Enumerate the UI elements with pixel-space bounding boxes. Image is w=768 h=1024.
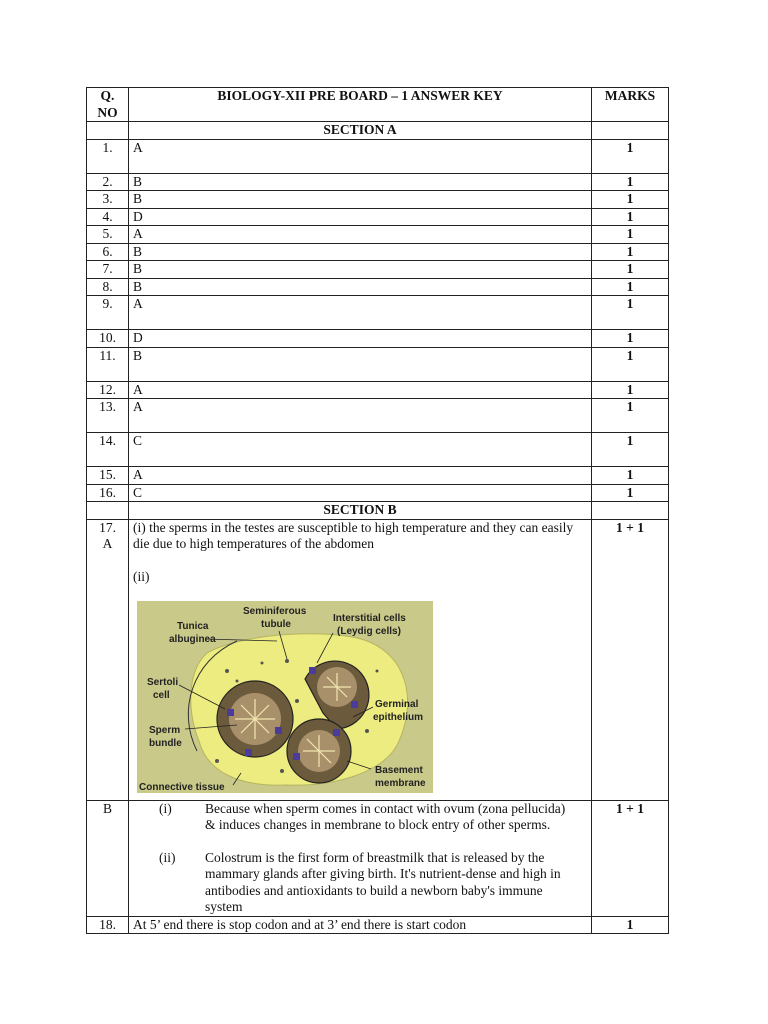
question-number: 1. <box>87 139 129 173</box>
sub-number: (ii) <box>159 849 176 865</box>
sertoli-label: Sertoli cell <box>147 677 179 701</box>
question-number: 6. <box>87 243 129 261</box>
marks-cell: 1 <box>592 330 669 348</box>
answer-row <box>87 433 669 467</box>
marks-cell: 1 <box>592 296 669 330</box>
tunica-label: Tunica albuginea <box>169 621 216 645</box>
marks-cell: 1 <box>592 278 669 296</box>
answer-cell: At 5’ end there is stop codon and at 3’ end there is start codon <box>129 916 592 934</box>
marks-cell: 1 <box>592 139 669 173</box>
question-number: 17. A <box>87 519 129 800</box>
answer-cell: D <box>129 208 592 226</box>
answer-row <box>87 484 669 502</box>
answer-cell: B <box>129 278 592 296</box>
answer-cell: B <box>129 261 592 279</box>
question-number: 7. <box>87 261 129 279</box>
section-b-row <box>87 502 669 520</box>
document-title: BIOLOGY-XII PRE BOARD – 1 ANSWER KEY <box>129 88 592 122</box>
answer-cell: B <box>129 173 592 191</box>
answer-row <box>87 191 669 209</box>
marks-cell: 1 + 1 <box>592 519 669 800</box>
answer-row <box>87 243 669 261</box>
answer-row <box>87 296 669 330</box>
sub-answer <box>159 801 587 834</box>
answer-row <box>87 173 669 191</box>
answer-cell: A <box>129 226 592 244</box>
answer-row <box>87 399 669 433</box>
question-number: 16. <box>87 484 129 502</box>
marks-cell: 1 <box>592 173 669 191</box>
marks-cell: 1 <box>592 484 669 502</box>
answer-cell: A <box>129 296 592 330</box>
question-number: B <box>87 800 129 916</box>
seminiferous-label: Seminiferous tubule <box>243 606 307 630</box>
sub-text: Colostrum is the first form of breastmilk that is released by the mammary glands after giving birth. It's nutrient-dense and high in antibodies and antioxidants to build a newborn baby's immune system <box>205 849 561 914</box>
answer-row <box>87 139 669 173</box>
question-number: 2. <box>87 173 129 191</box>
marks-cell: 1 + 1 <box>592 800 669 916</box>
answer-cell: A <box>129 381 592 399</box>
germinal-label: Germinal epithelium <box>373 699 424 723</box>
answer-cell <box>129 519 592 800</box>
answer-part-ii-label: (ii) <box>133 568 150 584</box>
marks-cell: 1 <box>592 467 669 485</box>
question-number: 3. <box>87 191 129 209</box>
question-number: 10. <box>87 330 129 348</box>
answer-key-table <box>86 87 669 934</box>
answer-row <box>87 347 669 381</box>
marks-header: MARKS <box>592 88 669 122</box>
section-a-title: SECTION A <box>129 122 592 140</box>
question-number: 12. <box>87 381 129 399</box>
answer-row <box>87 467 669 485</box>
marks-cell: 1 <box>592 433 669 467</box>
answer-cell <box>129 800 592 916</box>
sub-number: (i) <box>159 800 172 816</box>
marks-cell: 1 <box>592 208 669 226</box>
answer-row <box>87 261 669 279</box>
sub-text: Because when sperm comes in contact with ovum (zona pellucida) & induces changes in membrane to block entry of other sperms. <box>205 800 566 832</box>
answer-row <box>87 381 669 399</box>
answer-cell: A <box>129 467 592 485</box>
testis-section-diagram <box>137 601 587 798</box>
marks-cell: 1 <box>592 243 669 261</box>
question-number: 18. <box>87 916 129 934</box>
testis-section-svg <box>137 601 433 793</box>
marks-cell: 1 <box>592 226 669 244</box>
section-a-row <box>87 122 669 140</box>
answer-cell: C <box>129 433 592 467</box>
answer-part-i: (i) the sperms in the testes are susceptible to high temperature and they can easily die due to high temperatures of the abdomen <box>133 519 574 551</box>
marks-cell: 1 <box>592 381 669 399</box>
q18-row <box>87 916 669 934</box>
interstitial-label: Interstitial cells (Leydig cells) <box>333 613 406 637</box>
answer-row <box>87 208 669 226</box>
sub-answer <box>159 850 587 916</box>
answer-cell: C <box>129 484 592 502</box>
connective-label: Connective tissue <box>139 782 225 793</box>
question-number: 8. <box>87 278 129 296</box>
answer-row <box>87 330 669 348</box>
answer-cell: B <box>129 243 592 261</box>
marks-cell: 1 <box>592 916 669 934</box>
answer-row <box>87 278 669 296</box>
q17a-row <box>87 519 669 800</box>
basement-label: Basement membrane <box>375 765 426 789</box>
answer-cell: A <box>129 399 592 433</box>
q17b-row <box>87 800 669 916</box>
sperm-bundle-label: Sperm bundle <box>149 725 182 749</box>
marks-cell: 1 <box>592 347 669 381</box>
answer-cell: D <box>129 330 592 348</box>
marks-cell: 1 <box>592 399 669 433</box>
answer-cell: B <box>129 347 592 381</box>
qno-header: Q. NO <box>87 88 129 122</box>
question-number: 15. <box>87 467 129 485</box>
answer-cell: A <box>129 139 592 173</box>
question-number: 5. <box>87 226 129 244</box>
question-number: 13. <box>87 399 129 433</box>
question-number: 9. <box>87 296 129 330</box>
header-row <box>87 88 669 122</box>
question-number: 14. <box>87 433 129 467</box>
answer-cell: B <box>129 191 592 209</box>
section-b-title: SECTION B <box>129 502 592 520</box>
marks-cell: 1 <box>592 191 669 209</box>
question-number: 11. <box>87 347 129 381</box>
question-number: 4. <box>87 208 129 226</box>
marks-cell: 1 <box>592 261 669 279</box>
answer-row <box>87 226 669 244</box>
